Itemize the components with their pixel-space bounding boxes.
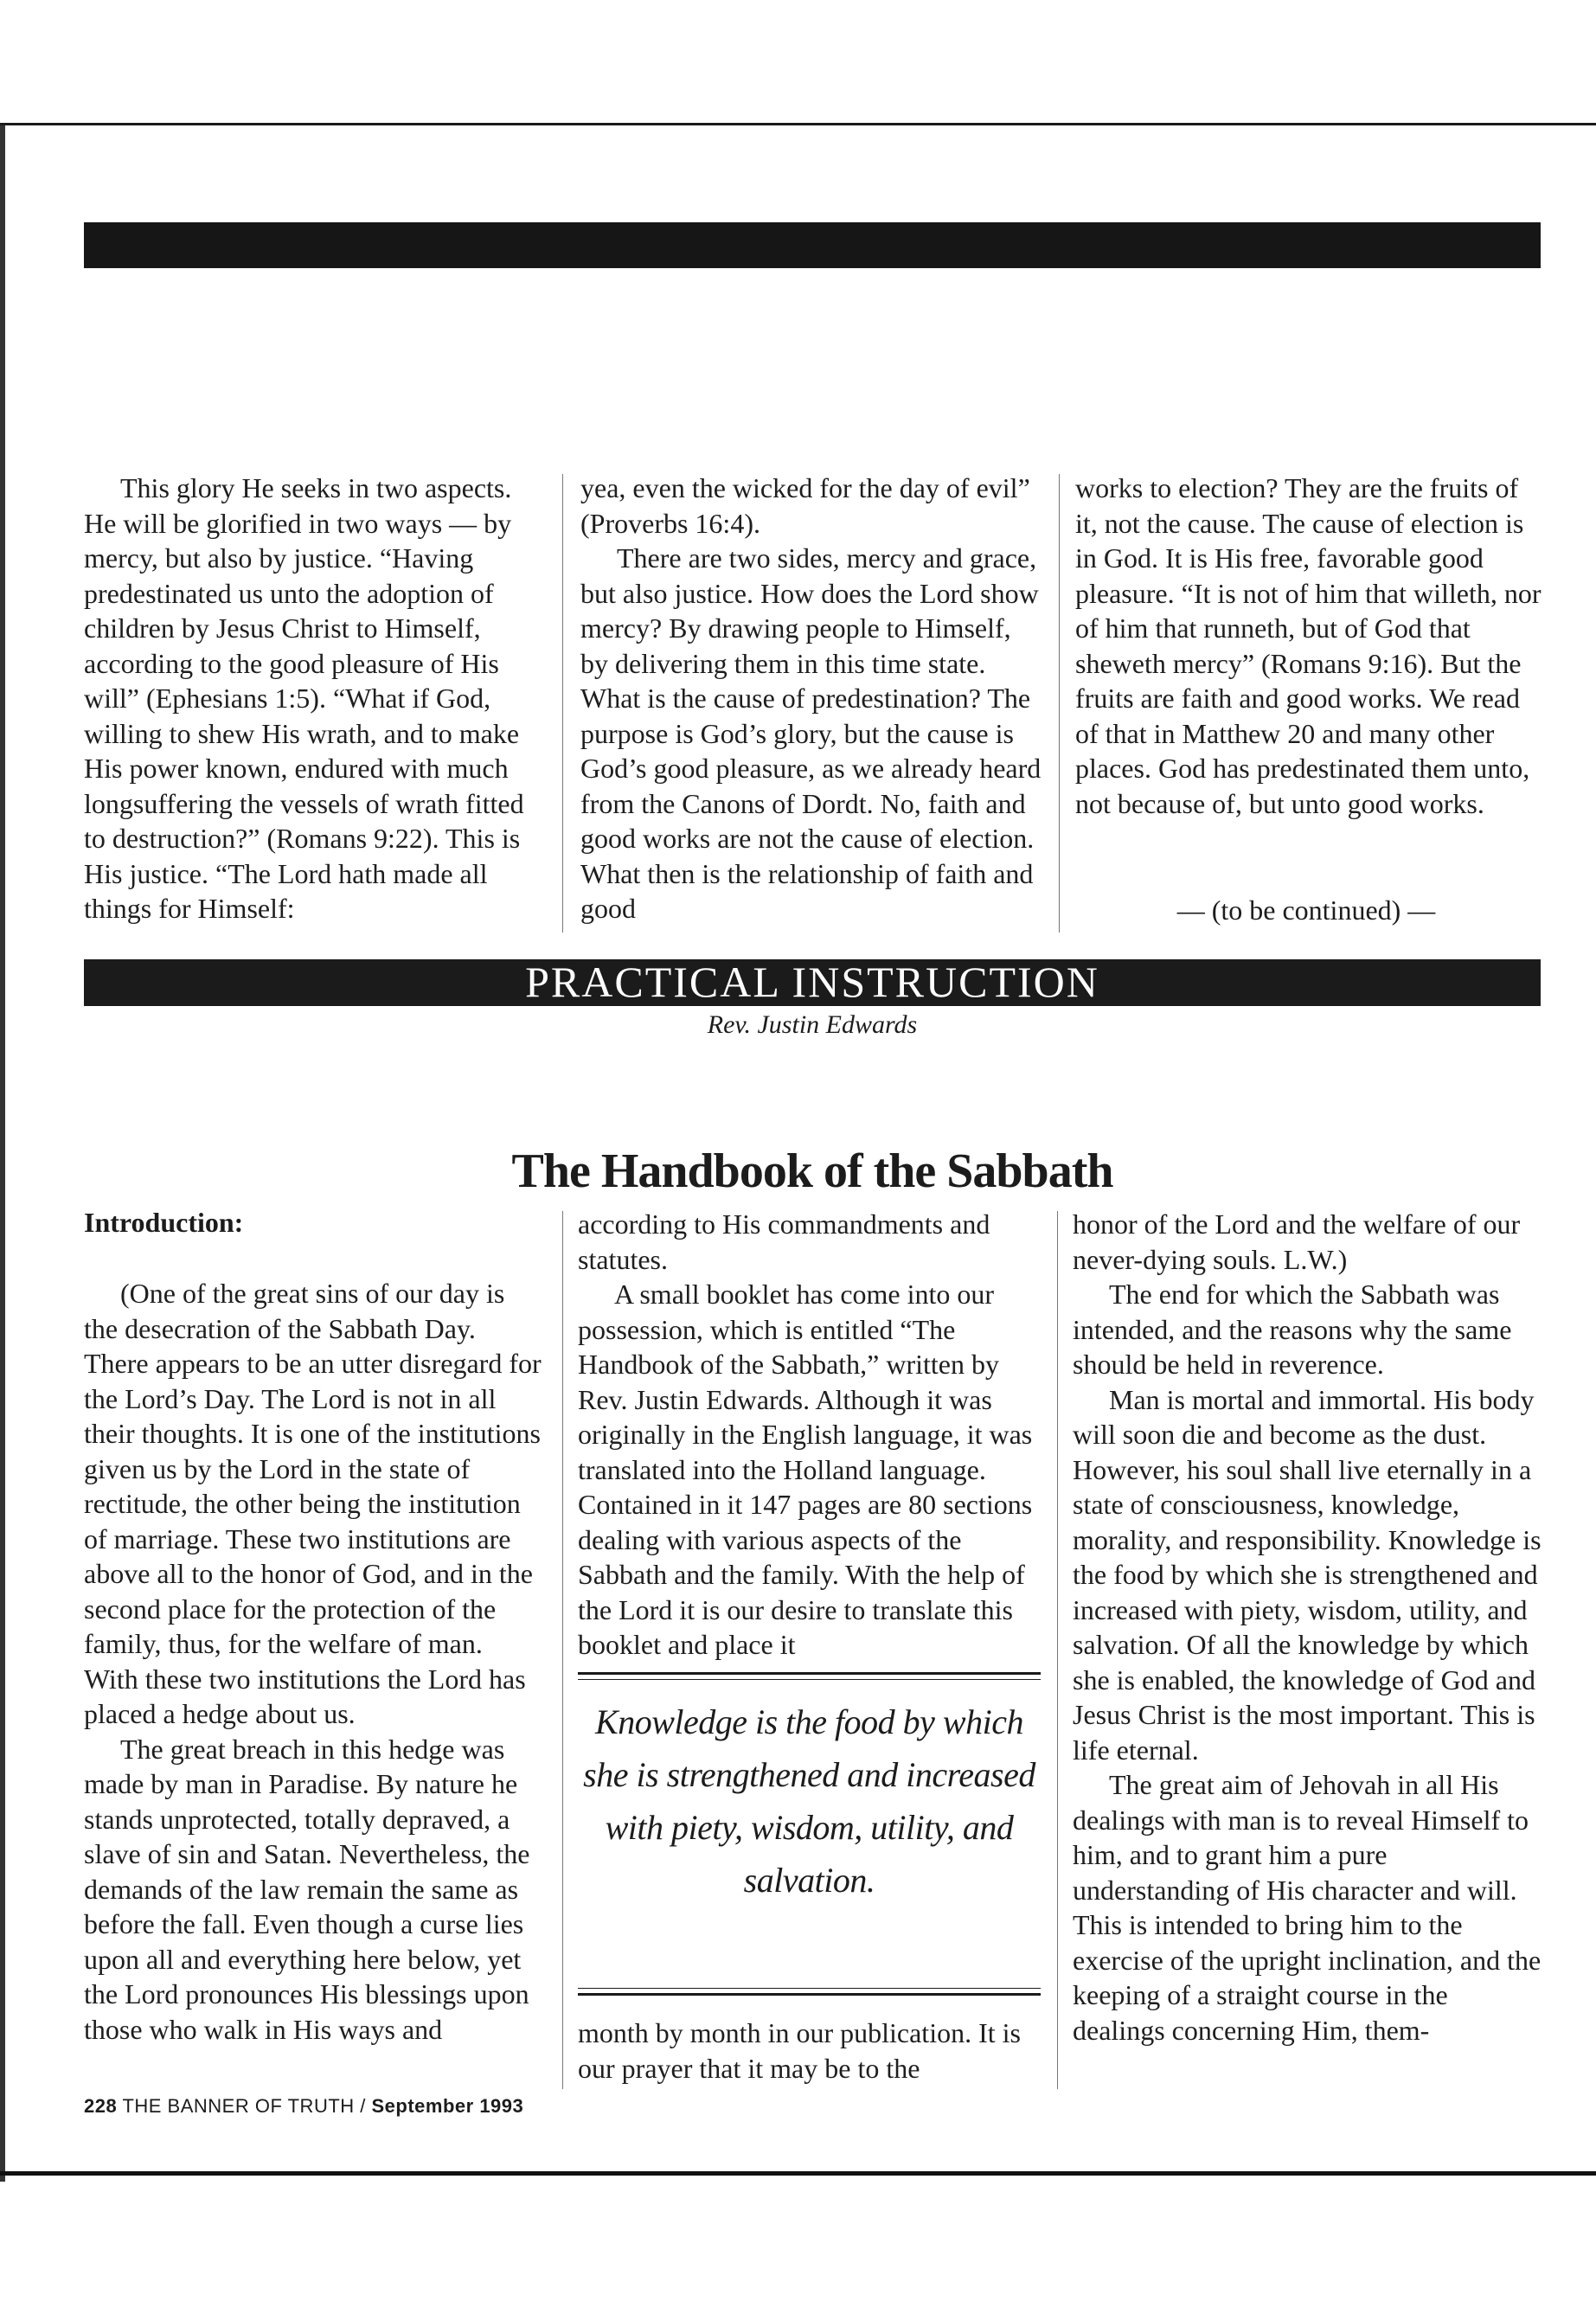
section-title: PRACTICAL INSTRUCTION bbox=[525, 958, 1099, 1006]
page-edge bbox=[0, 123, 5, 2182]
paragraph: (One of the great sins of our day is the desecration of the Sabbath Day. There appears to be an utter disregard for the Lord’s Day. The Lord is not in all their thoughts. It is one of the institutions given us by the Lord in the state of rectitude, the other being the institution of marriage. These two institutions are above all to the honor of God, and in the second place for the protection of the family, thus, for the welfare of man. With these two institutions the Lord has placed a hedge about us. bbox=[84, 1278, 542, 1729]
issue-date: September 1993 bbox=[371, 2095, 524, 2117]
paragraph: honor of the Lord and the welfare of our never-dying souls. L.W.) bbox=[1073, 1208, 1521, 1275]
page-number: 228 bbox=[84, 2095, 118, 2117]
paragraph: month by month in our publication. It is our prayer that it may be to the bbox=[578, 2017, 1021, 2084]
paragraph: works to election? They are the fruits of it, not the cause. The cause of election is in God. It is His free, favorable good pleasure. “It is not of him that willeth, nor of him that runneth, but of God that sheweth mercy” (Romans 9:16). But the fruits are faith and good works. We read of that in Matthew 20 and many other places. God has predestinated them unto, not because of, but unto good works. bbox=[1075, 472, 1542, 819]
header-bar bbox=[84, 222, 1541, 268]
paragraph: A small booklet has come into our possession, which is entitled “The Handbook of the Sabbath,” written by Rev. Justin Edwards. Although it was originally in the English language, it was translated into the Holland language. Contained in it 147 pages are 80 sections dealing with various aspects of the Sabbath and the family. With the help of the Lord it is our desire to translate this booklet and place it bbox=[578, 1279, 1033, 1660]
paragraph: The end for which the Sabbath was intended, and the reasons why the same should be held in reverence. bbox=[1073, 1279, 1512, 1380]
pull-quote-rule-bottom bbox=[578, 1993, 1041, 1996]
column-divider bbox=[562, 1211, 563, 2089]
pull-quote: Knowledge is the food by which she is strengthened and increased with piety, wisdom, utility, and salvation. bbox=[583, 1702, 1035, 1900]
pull-quote-rule-top-thin bbox=[578, 1679, 1041, 1680]
paragraph: This glory He seeks in two aspects. He will be glorified in two ways — by mercy, but also by justice. “Having predestinated us unto the adoption of children by Jesus Christ to Himself, according to the good pleasure of His will” (Ephesians 1:5). “What if God, willing to shew His wrath, and to make His power known, endured with much longsuffering the vessels of wrath fitted to destruction?” (Romans 9:22). This is His justice. “The Lord hath made all things for Himself: bbox=[84, 472, 524, 924]
author-byline: Rev. Justin Edwards bbox=[707, 1010, 918, 1039]
page-footer: 228 THE BANNER OF TRUTH / September 1993 bbox=[84, 2095, 524, 2117]
paragraph: yea, even the wicked for the day of evil” (Proverbs 16:4). bbox=[580, 472, 1030, 539]
article-col-2-top bbox=[578, 1207, 1041, 1663]
top-rule bbox=[0, 123, 1596, 125]
article-col-1 bbox=[84, 1276, 542, 2047]
pull-quote-rule-bottom-thin bbox=[578, 1988, 1041, 1989]
publication-name: THE BANNER OF TRUTH bbox=[122, 2095, 355, 2117]
pull-quote-rule-top bbox=[578, 1672, 1041, 1675]
column-divider bbox=[1057, 1211, 1058, 2089]
paragraph: Man is mortal and immortal. His body will soon die and become as the dust. However, his soul shall live eternally in a state of consciousness, knowledge, morality, and responsibility. Knowledge is the food by which she is strengthened and increased with piety, wisdom, utility, and salvation. Of all the knowledge by which she is enabled, the knowledge of God and Jesus Christ is the most important. This is life eternal. bbox=[1073, 1383, 1542, 1766]
article-title: The Handbook of the Sabbath bbox=[511, 1144, 1113, 1198]
article-col-2-bottom bbox=[578, 2016, 1041, 2086]
to-be-continued: — (to be continued) — bbox=[1176, 894, 1436, 926]
prev-article-col-1 bbox=[84, 471, 542, 926]
prev-article-col-3 bbox=[1075, 471, 1547, 821]
paragraph: There are two sides, mercy and grace, but also justice. How does the Lord show mercy? By drawing people to Himself, by delivering them in this time state. What is the cause of predestination? The purpose is God’s glory, but the cause is God’s good pleasure, as we already heard from the Canons of Dordt. No, faith and good works are not the cause of election. What then is the relationship of faith and good bbox=[580, 542, 1042, 924]
paragraph: The great breach in this hedge was made by man in Paradise. By nature he stands unprotected, totally depraved, a slave of sin and Satan. Nevertheless, the demands of the law remain the same as before the fall. Even though a curse lies upon all and everything here below, yet the Lord pronounces His blessings upon those who walk in His ways and bbox=[84, 1733, 530, 2045]
column-divider bbox=[562, 474, 563, 933]
intro-heading: Introduction: bbox=[84, 1207, 244, 1238]
paragraph: The great aim of Jehovah in all His dealings with man is to reveal Himself to him, and to grant him a pure understanding of His character and will. This is intended to bring him to the exercise of the upright inclination, and the keeping of a straight course in the dealings concerning Him, them- bbox=[1073, 1769, 1542, 2046]
column-divider bbox=[1059, 474, 1060, 933]
article-col-3 bbox=[1073, 1207, 1544, 2048]
prev-article-col-2 bbox=[580, 471, 1043, 926]
paragraph: according to His commandments and statutes. bbox=[578, 1208, 990, 1275]
bottom-rule bbox=[0, 2171, 1596, 2176]
